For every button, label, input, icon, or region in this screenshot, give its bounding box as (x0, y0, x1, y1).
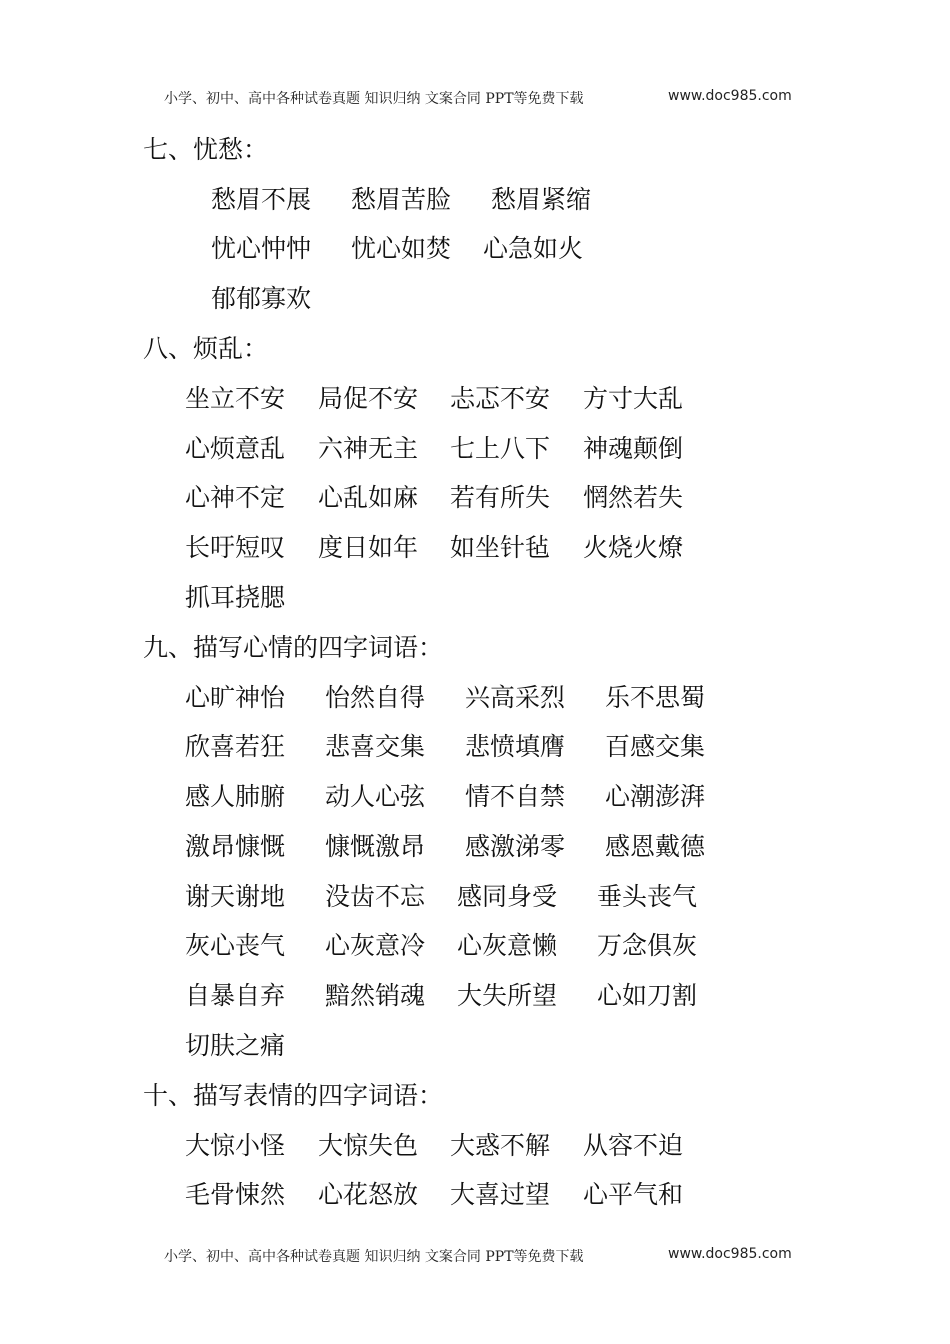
word-item: 心旷神怡 (185, 683, 286, 712)
word-item: 切肤之痛 (185, 1031, 286, 1060)
section-title-10: 十、描写表情的四字词语： (143, 1081, 444, 1110)
word-item: 抓耳挠腮 (185, 583, 286, 612)
footer-text: 小学、初中、高中各种试卷真题 知识归纳 文案合同 PPT等免费下载 (164, 1249, 584, 1265)
word-item: 怡然自得 (325, 683, 426, 712)
header-url: www.doc985.com (668, 88, 792, 104)
word-item: 情不自禁 (465, 782, 566, 811)
word-item: 若有所失 (450, 483, 551, 512)
footer-url: www.doc985.com (668, 1246, 792, 1262)
word-item: 愁眉不展 (211, 185, 312, 214)
word-item: 心平气和 (583, 1180, 684, 1209)
word-item: 心花怒放 (318, 1180, 419, 1209)
word-item: 自暴自弃 (185, 981, 286, 1010)
word-item: 心灰意冷 (325, 931, 426, 960)
word-item: 感恩戴德 (605, 832, 706, 861)
word-item: 黯然销魂 (325, 981, 426, 1010)
word-item: 灰心丧气 (185, 931, 286, 960)
header-text: 小学、初中、高中各种试卷真题 知识归纳 文案合同 PPT等免费下载 (164, 91, 584, 107)
word-item: 心神不定 (185, 483, 286, 512)
word-item: 如坐针毡 (450, 533, 551, 562)
word-item: 万念俱灰 (597, 931, 698, 960)
word-item: 动人心弦 (325, 782, 426, 811)
word-item: 七上八下 (450, 434, 551, 463)
word-item: 谢天谢地 (185, 882, 286, 911)
word-item: 心乱如麻 (318, 483, 419, 512)
word-item: 感人肺腑 (185, 782, 286, 811)
word-item: 忐忑不安 (450, 384, 551, 413)
word-item: 郁郁寡欢 (211, 284, 312, 313)
word-item: 慷慨激昂 (325, 832, 426, 861)
word-item: 心烦意乱 (185, 434, 286, 463)
word-item: 大惑不解 (450, 1131, 551, 1160)
word-item: 没齿不忘 (325, 882, 426, 911)
word-item: 大失所望 (457, 981, 558, 1010)
word-item: 毛骨悚然 (185, 1180, 286, 1209)
word-item: 欣喜若狂 (185, 732, 286, 761)
word-item: 度日如年 (318, 533, 419, 562)
word-item: 方寸大乱 (583, 384, 684, 413)
section-title-9: 九、描写心情的四字词语： (143, 633, 444, 662)
word-item: 心如刀割 (597, 981, 698, 1010)
word-item: 忧心忡忡 (211, 234, 312, 263)
word-item: 六神无主 (318, 434, 419, 463)
word-item: 兴高采烈 (465, 683, 566, 712)
word-item: 乐不思蜀 (605, 683, 706, 712)
section-title-7: 七、忧愁： (143, 135, 269, 164)
word-item: 忧心如焚 (351, 234, 452, 263)
word-item: 感激涕零 (465, 832, 566, 861)
word-item: 心潮澎湃 (605, 782, 706, 811)
word-item: 悲愤填膺 (465, 732, 566, 761)
word-item: 神魂颠倒 (583, 434, 684, 463)
word-item: 局促不安 (318, 384, 419, 413)
word-item: 从容不迫 (583, 1131, 684, 1160)
section-title-8: 八、烦乱： (143, 334, 269, 363)
word-item: 百感交集 (605, 732, 706, 761)
word-item: 坐立不安 (185, 384, 286, 413)
word-item: 愁眉苦脸 (351, 185, 452, 214)
word-item: 惘然若失 (583, 483, 684, 512)
word-item: 心灰意懒 (457, 931, 558, 960)
word-item: 感同身受 (457, 882, 558, 911)
word-item: 大惊失色 (318, 1131, 419, 1160)
word-item: 愁眉紧缩 (491, 185, 592, 214)
word-item: 火烧火燎 (583, 533, 684, 562)
word-item: 长吁短叹 (185, 533, 286, 562)
word-item: 垂头丧气 (597, 882, 698, 911)
word-item: 心急如火 (483, 234, 584, 263)
word-item: 大喜过望 (450, 1180, 551, 1209)
word-item: 大惊小怪 (185, 1131, 286, 1160)
word-item: 激昂慷慨 (185, 832, 286, 861)
word-item: 悲喜交集 (325, 732, 426, 761)
